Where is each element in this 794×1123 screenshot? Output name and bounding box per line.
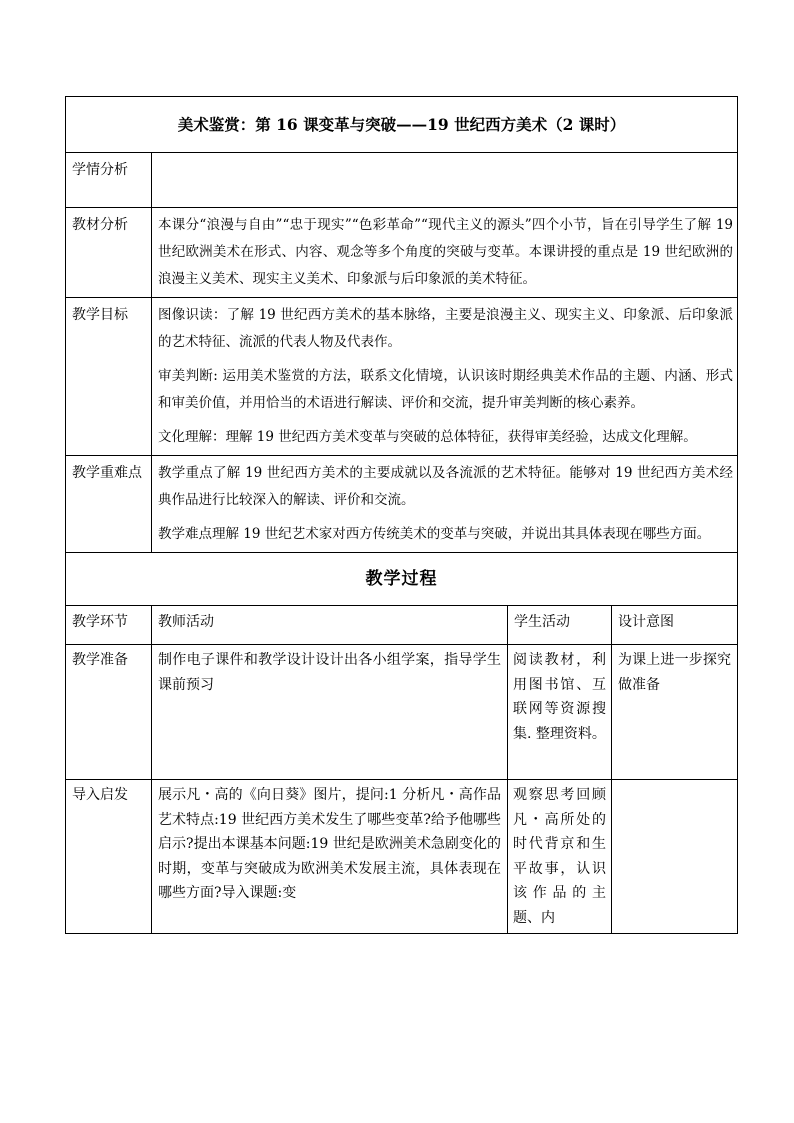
lesson-title: 美术鉴赏：第 16 课变革与突破——19 世纪西方美术（2 课时） [66,97,738,153]
objective-image-reading: 图像识读：了解 19 世纪西方美术的基本脉络，主要是浪漫主义、现实主义、印象派、后印象派的艺术特征、流派的代表人物及代表作。 [158,307,734,350]
content-xueqing [152,153,738,208]
lesson-plan-page [65,96,737,934]
label-xueqing: 学情分析 [66,153,152,208]
header-student: 学生活动 [508,606,612,645]
header-teacher: 教师活动 [152,606,508,645]
objective-aesthetic-judgment: 审美判断: 运用美术鉴赏的方法，联系文化情境，认识该时期经典美术作品的主题、内涵、形式和审美价值，并用恰当的术语进行解读、评价和交流，提升审美判断的核心素养。 [158,368,734,411]
process-heading: 教学过程 [66,553,738,606]
teacher-prep: 制作电子课件和教学设计设计出各小组学案，指导学生课前预习 [152,645,508,780]
process-row-intro [66,780,738,934]
row-xueqing [66,153,738,208]
stage-intro: 导入启发 [66,780,152,934]
title-row [66,97,738,153]
row-mubiao [66,298,738,456]
label-zhongnan: 教学重难点 [66,456,152,553]
lesson-plan-table [65,96,738,934]
process-row-prep [66,645,738,780]
key-points: 教学重点了解 19 世纪西方美术的主要成就以及各流派的艺术特征。能够对 19 世纪西方美术经典作品进行比较深入的解读、评价和交流。 [158,465,734,508]
header-intent: 设计意图 [612,606,738,645]
intent-prep: 为课上进一步探究做准备 [612,645,738,780]
content-jiaocai: 本课分“浪漫与自由”“忠于现实”“色彩革命”“现代主义的源头”四个小节，旨在引导学生了解 19 世纪欧洲美术在形式、内容、观念等多个角度的突破与变革。本课讲授的重点是 19 世纪欧洲的浪漫主义美术、现实主义美术、印象派与后印象派的美术特征。 [152,208,738,298]
header-stage: 教学环节 [66,606,152,645]
teacher-intro: 展示凡・高的《向日葵》图片，提问:1 分析凡・高作品艺术特点:19 世纪西方美术发生了哪些变革?给予他哪些启示?提出本课基本问题:19 世纪是欧洲美术急剧变化的时期，变革与突破成为欧洲美术发展主流，具体表现在哪些方面?导入课题:变 [152,780,508,934]
intent-intro [612,780,738,934]
row-zhongnan [66,456,738,553]
stage-prep: 教学准备 [66,645,152,780]
content-mubiao [152,298,738,456]
process-header-row [66,606,738,645]
row-jiaocai [66,208,738,298]
objective-cultural-understanding: 文化理解：理解 19 世纪西方美术变革与突破的总体特征，获得审美经验，达成文化理解。 [158,429,697,445]
label-mubiao: 教学目标 [66,298,152,456]
label-jiaocai: 教材分析 [66,208,152,298]
process-heading-row [66,553,738,606]
content-zhongnan [152,456,738,553]
student-intro: 观察思考回顾凡・高所处的时代背京和生平故事，认识该作品的主题、内 [508,780,612,934]
student-prep: 阅读教材，利用图书馆、互联网等资源搜集. 整理资料。 [508,645,612,780]
difficult-points: 教学难点理解 19 世纪艺术家对西方传统美术的变革与突破，并说出其具体表现在哪些方面。 [158,526,711,542]
